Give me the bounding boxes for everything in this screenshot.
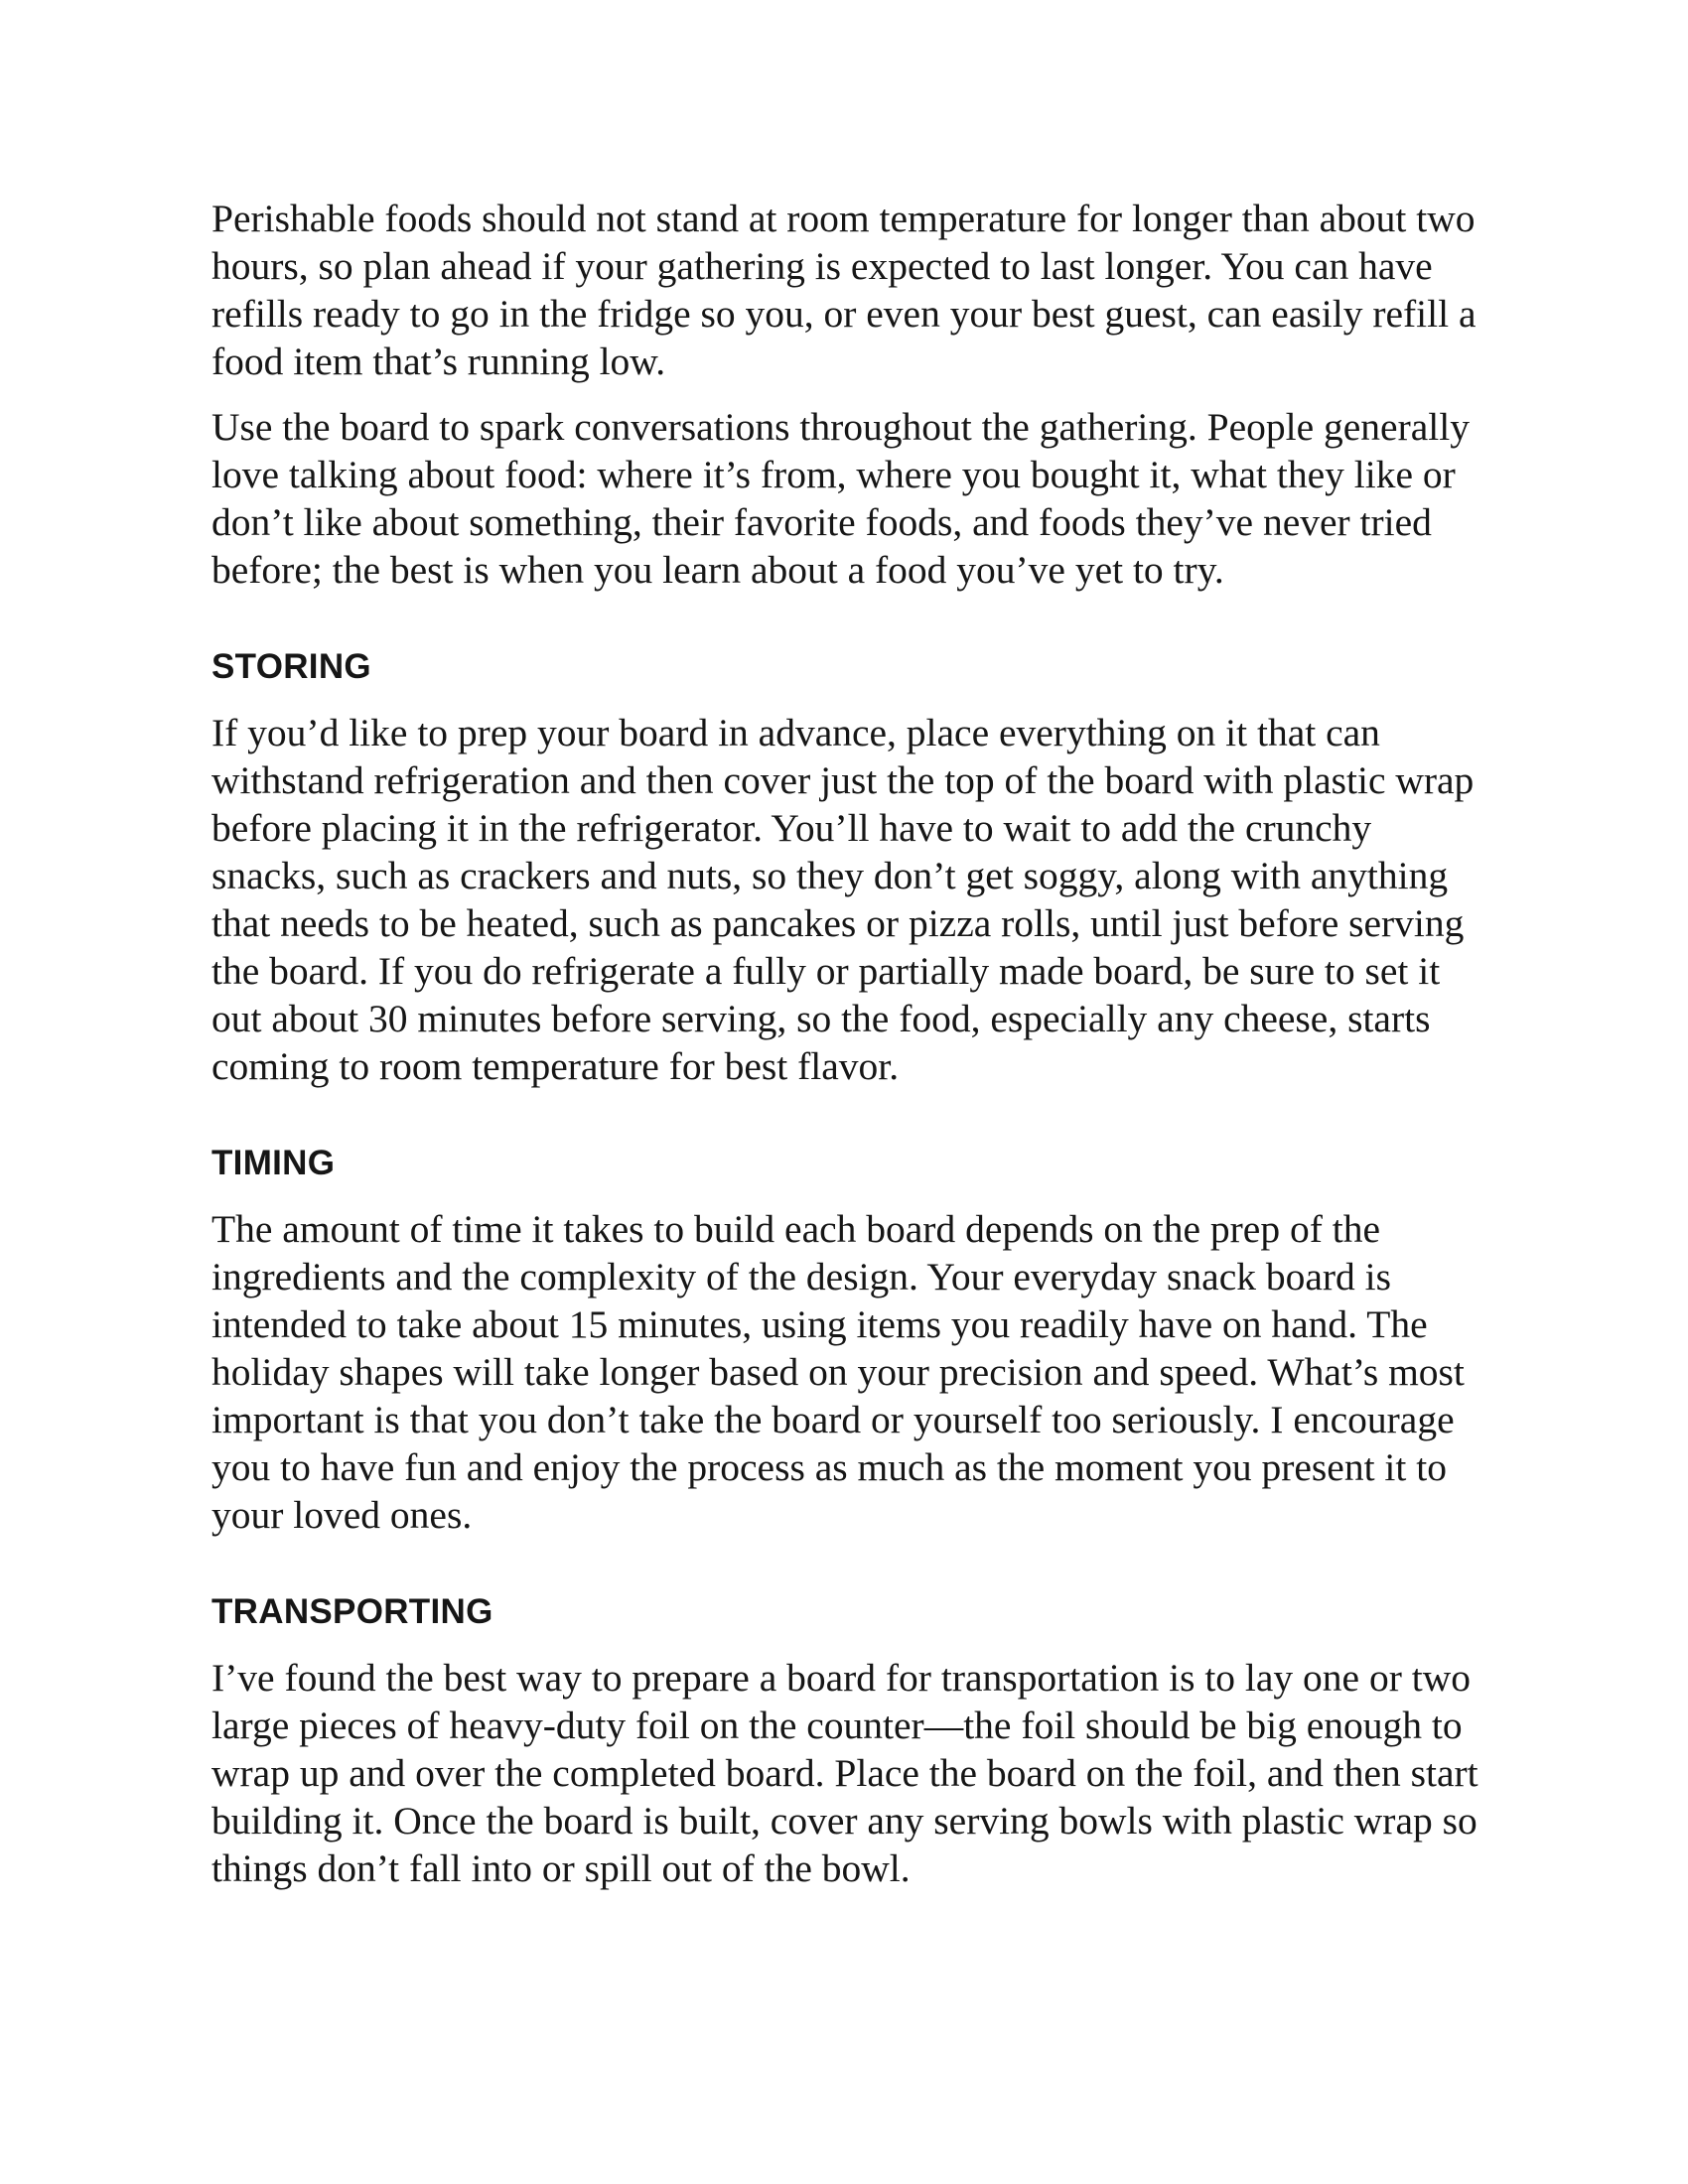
paragraph-perishable-foods: Perishable foods should not stand at room temperature for longer than about two hours, so plan ahead if your gathering is expected to last longer. You can have refills ready to go in the fridge so you, or even your best guest, can easily refill a food item that’s running low. bbox=[211, 197, 1477, 383]
heading-transporting: TRANSPORTING bbox=[211, 1592, 493, 1631]
heading-timing: TIMING bbox=[211, 1144, 336, 1182]
paragraph-transporting: I’ve found the best way to prepare a board for transportation is to lay one or two large pieces of heavy-duty foil on the counter—the foil should be big enough to wrap up and over the completed board. Place the board on the foil, and then start building it. Once the board is built, cover any serving bowls with plastic wrap so things don’t fall into or spill out of the bowl. bbox=[211, 1656, 1478, 1890]
heading-storing: STORING bbox=[211, 647, 371, 686]
paragraph-storing: If you’d like to prep your board in advance, place everything on it that can withstand refrigeration and then cover just the top of the board with plastic wrap before placing it in the refrigerator. You’ll have to wait to add the crunchy snacks, such as crackers and nuts, so they don’t get soggy, along with anything that needs to be heated, such as pancakes or pizza rolls, until just before serving the board. If you do refrigerate a fully or partially made board, be sure to set it out about 30 minutes before serving, so the food, especially any cheese, starts coming to room temperature for best flavor. bbox=[211, 711, 1475, 1088]
paragraph-spark-conversations: Use the board to spark conversations throughout the gathering. People generally love talking about food: where it’s from, where you bought it, what they like or don’t like about something, their favorite foods, and foods they’ve never tried before; the best is when you learn about a food you’ve yet to try. bbox=[211, 405, 1470, 592]
document-page bbox=[211, 195, 1492, 1910]
paragraph-timing: The amount of time it takes to build each board depends on the prep of the ingredients and the complexity of the design. Your everyday snack board is intended to take about 15 minutes, using items you readily have on hand. The holiday shapes will take longer based on your precision and speed. What’s most important is that you don’t take the board or yourself too seriously. I encourage you to have fun and enjoy the process as much as the moment you present it to your loved ones. bbox=[211, 1207, 1465, 1537]
